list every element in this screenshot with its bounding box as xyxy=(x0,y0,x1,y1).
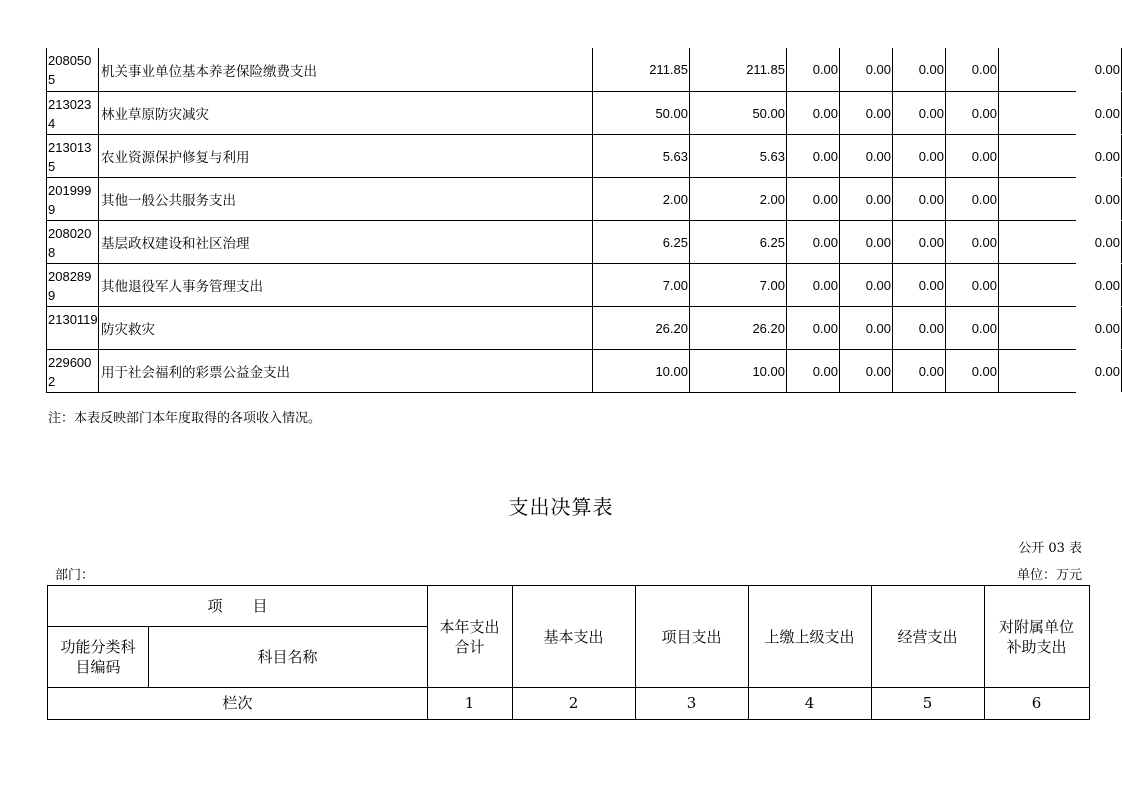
amount-cell: 7.00 xyxy=(689,264,786,306)
amount-cell: 0.00 xyxy=(945,350,998,392)
form-code: 公开 03 表 xyxy=(1018,541,1082,556)
subject-code-cell: 2130135 xyxy=(46,135,98,177)
page-title: 支出决算表 xyxy=(508,495,614,519)
row-label: 栏次 xyxy=(222,694,253,712)
amount-cell: 0.00 xyxy=(945,178,998,220)
amount-cell: 0.00 xyxy=(786,264,839,306)
subject-name-cell: 基层政权建设和社区治理 xyxy=(98,221,592,263)
amount-cell: 0.00 xyxy=(998,264,1122,306)
amount-cell: 0.00 xyxy=(892,92,945,134)
subject-name-cell: 机关事业单位基本养老保险缴费支出 xyxy=(98,48,592,91)
amount-cell: 6.25 xyxy=(592,221,689,263)
amount-cell: 0.00 xyxy=(839,307,892,349)
amount-cell: 0.00 xyxy=(945,307,998,349)
header-business: 经营支出 xyxy=(897,627,958,646)
subject-code-cell: 2130119 xyxy=(46,307,98,349)
table-row xyxy=(46,220,1120,263)
column-number: 3 xyxy=(686,694,697,712)
amount-cell: 0.00 xyxy=(786,135,839,177)
subject-name-cell: 林业草原防灾减灾 xyxy=(98,92,592,134)
amount-cell: 26.20 xyxy=(689,307,786,349)
column-number: 4 xyxy=(804,694,815,712)
department-label: 部门： xyxy=(55,568,95,583)
amount-cell: 26.20 xyxy=(592,307,689,349)
subject-code-cell: 2082899 xyxy=(46,264,98,306)
amount-cell: 0.00 xyxy=(998,307,1122,349)
amount-cell: 0.00 xyxy=(839,135,892,177)
amount-cell: 0.00 xyxy=(945,264,998,306)
amount-cell: 10.00 xyxy=(689,350,786,392)
amount-cell: 0.00 xyxy=(839,92,892,134)
amount-cell: 0.00 xyxy=(892,178,945,220)
amount-cell: 0.00 xyxy=(839,221,892,263)
income-table xyxy=(46,48,1120,393)
amount-cell: 0.00 xyxy=(998,92,1122,134)
expenditure-table xyxy=(47,585,1090,720)
amount-cell: 0.00 xyxy=(998,350,1122,392)
amount-cell: 0.00 xyxy=(998,178,1122,220)
amount-cell: 0.00 xyxy=(892,221,945,263)
amount-cell: 0.00 xyxy=(786,307,839,349)
table-note: 注：本表反映部门本年度取得的各项收入情况。 xyxy=(48,411,322,426)
amount-cell: 0.00 xyxy=(892,350,945,392)
amount-cell: 0.00 xyxy=(786,48,839,91)
amount-cell: 0.00 xyxy=(839,264,892,306)
column-number: 2 xyxy=(568,694,579,712)
amount-cell: 0.00 xyxy=(892,264,945,306)
amount-cell: 211.85 xyxy=(592,48,689,91)
header-func-code: 功能分类科目编码 xyxy=(60,637,136,676)
header-subsidy: 对附属单位补助支出 xyxy=(998,617,1074,656)
column-number: 6 xyxy=(1031,694,1042,712)
header-project: 项 目 xyxy=(207,597,268,615)
table-row xyxy=(46,306,1120,349)
amount-cell: 0.00 xyxy=(945,92,998,134)
amount-cell: 2.00 xyxy=(689,178,786,220)
subject-name-cell: 防灾救灾 xyxy=(98,307,592,349)
subject-code-cell: 2130234 xyxy=(46,92,98,134)
amount-cell: 6.25 xyxy=(689,221,786,263)
subject-code-cell: 2080208 xyxy=(46,221,98,263)
header-basic: 基本支出 xyxy=(543,627,604,646)
header-total: 本年支出合计 xyxy=(439,617,500,656)
subject-name-cell: 其他一般公共服务支出 xyxy=(98,178,592,220)
table-row xyxy=(46,48,1120,91)
table-row xyxy=(46,349,1120,392)
amount-cell: 0.00 xyxy=(998,48,1122,91)
table-row xyxy=(46,263,1120,306)
amount-cell: 0.00 xyxy=(786,92,839,134)
amount-cell: 211.85 xyxy=(689,48,786,91)
subject-code-cell: 2080505 xyxy=(46,48,98,91)
amount-cell: 0.00 xyxy=(945,135,998,177)
table-row xyxy=(46,91,1120,134)
amount-cell: 0.00 xyxy=(839,178,892,220)
amount-cell: 0.00 xyxy=(998,135,1122,177)
amount-cell: 50.00 xyxy=(592,92,689,134)
header-upper: 上缴上级支出 xyxy=(764,627,855,646)
header-project-expense: 项目支出 xyxy=(661,627,722,646)
amount-cell: 0.00 xyxy=(892,135,945,177)
subject-name-cell: 农业资源保护修复与利用 xyxy=(98,135,592,177)
amount-cell: 5.63 xyxy=(689,135,786,177)
amount-cell: 0.00 xyxy=(892,48,945,91)
amount-cell: 5.63 xyxy=(592,135,689,177)
amount-cell: 2.00 xyxy=(592,178,689,220)
amount-cell: 0.00 xyxy=(945,221,998,263)
amount-cell: 0.00 xyxy=(945,48,998,91)
amount-cell: 0.00 xyxy=(839,350,892,392)
amount-cell: 10.00 xyxy=(592,350,689,392)
header-subject-name: 科目名称 xyxy=(257,647,318,666)
table-row xyxy=(46,134,1120,177)
amount-cell: 7.00 xyxy=(592,264,689,306)
amount-cell: 0.00 xyxy=(892,307,945,349)
amount-cell: 0.00 xyxy=(839,48,892,91)
column-number: 5 xyxy=(922,694,933,712)
amount-cell: 0.00 xyxy=(786,178,839,220)
amount-cell: 0.00 xyxy=(786,350,839,392)
amount-cell: 50.00 xyxy=(689,92,786,134)
column-number: 1 xyxy=(464,694,475,712)
subject-name-cell: 其他退役军人事务管理支出 xyxy=(98,264,592,306)
table-row xyxy=(46,177,1120,220)
subject-name-cell: 用于社会福利的彩票公益金支出 xyxy=(98,350,592,392)
amount-cell: 0.00 xyxy=(786,221,839,263)
amount-cell: 0.00 xyxy=(998,221,1122,263)
unit-label: 单位：万元 xyxy=(1016,568,1082,583)
subject-code-cell: 2019999 xyxy=(46,178,98,220)
subject-code-cell: 2296002 xyxy=(46,350,98,392)
